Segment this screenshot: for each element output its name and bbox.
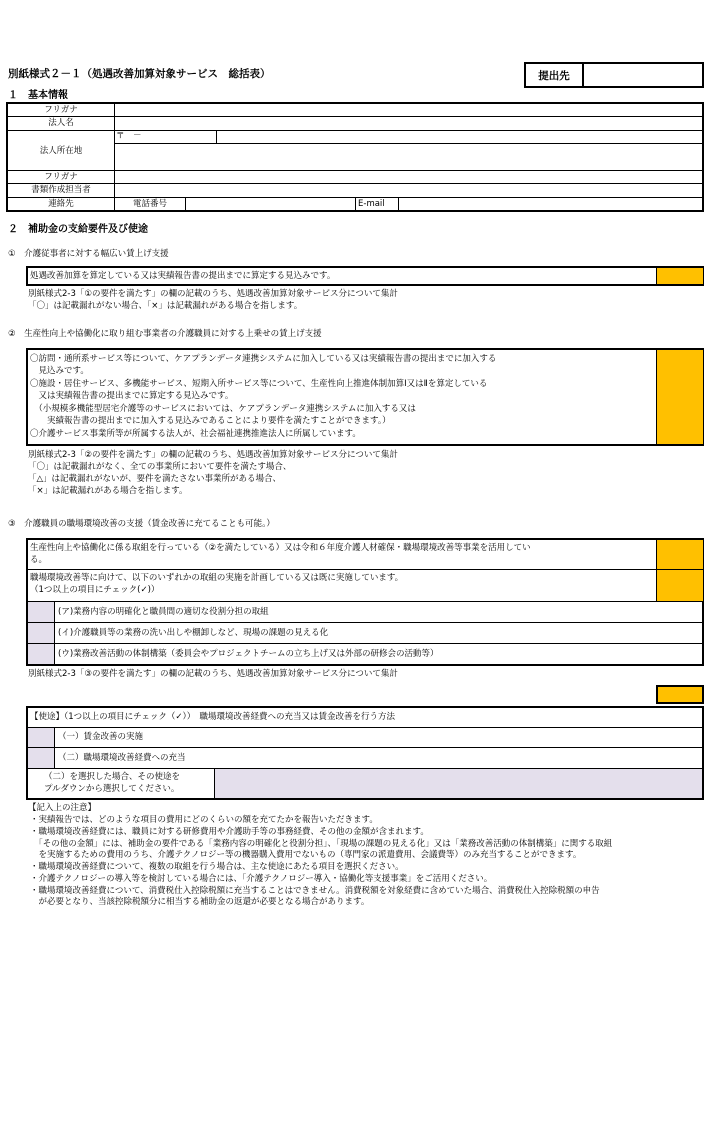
section1-title: １ 基本情報 bbox=[8, 90, 68, 101]
usage-item-2: （二）職場環境改善経費への充当 bbox=[58, 753, 186, 763]
note-line-5: ・職場環境改善経費について、複数の取組を行う場合は、主な使途にあたる項目を選択ください。 bbox=[30, 862, 404, 872]
corp-name-input[interactable] bbox=[115, 117, 701, 130]
q3-result-cell-1[interactable] bbox=[656, 540, 703, 569]
q3-item-c: (ウ)業務改善活動の体制構築（委員会やプロジェクトチームの立ち上げ又は外部の研修会の活動等） bbox=[58, 649, 439, 659]
email-label: E-mail bbox=[358, 199, 385, 209]
q3-box1-line-2: る。 bbox=[30, 555, 48, 565]
q3-box2-line-1: 職場環境改善等に向けて、以下のいずれかの取組の実施を計画している又は既に実施しています。 bbox=[30, 573, 404, 583]
q3-check-a[interactable] bbox=[29, 603, 53, 621]
note-line-3: 「その他の金額」には、補助金の要件である「業務内容の明確化と役割分担」、「現場の課題の見える化」又は「業務改善活動の体制構築」に関する取組 bbox=[30, 839, 613, 849]
note-line-4: を実施するための費用のうち、介護テクノロジー等の機器購入費用でないもの（専門家の派遣費用、会議費等）のみ充当することができます。 bbox=[30, 850, 582, 860]
q3-item-b: (イ)介護職員等の業務の洗い出しや棚卸しなど、現場の課題の見える化 bbox=[58, 628, 329, 638]
phone-label: 電話番号 bbox=[133, 199, 168, 209]
q2-line-5: （小規模多機能型居宅介護等のサービスにおいては、ケアプランデータ連携システムに加入する又は bbox=[30, 404, 416, 414]
q2-note-4: 「×」は記載漏れがある場合を指します。 bbox=[28, 486, 188, 496]
q3-result-cell-2[interactable] bbox=[656, 570, 703, 601]
usage-check-2[interactable] bbox=[29, 749, 53, 767]
furigana2-input[interactable] bbox=[115, 171, 701, 183]
submit-to-label: 提出先 bbox=[538, 70, 570, 82]
q3-box bbox=[26, 538, 704, 666]
q3-box1-line-1: 生産性向上や協働化に係る取組を行っている（②を満たしている）又は令和６年度介護人材確保・職場環境改善等事業を活用してい bbox=[30, 543, 531, 553]
q2-note-3: 「△」は記載漏れがないが、要件を満たさない事業所がある場合、 bbox=[28, 474, 282, 484]
note-line-8: が必要となり、当該控除税額分に相当する補助金の返還が必要となる場合があります。 bbox=[30, 897, 370, 907]
q2-box bbox=[26, 348, 704, 446]
q1-note-2: 「〇」は記載漏れがない場合、「×」は記載漏れがある場合を指します。 bbox=[28, 301, 303, 311]
furigana-label: フリガナ bbox=[44, 105, 78, 115]
notes-title: 【記入上の注意】 bbox=[28, 803, 97, 813]
submit-to-input[interactable] bbox=[584, 64, 702, 86]
note-line-1: ・実績報告では、どのような項目の費用にどのくらいの額を充てたかを報告いただきます。 bbox=[30, 815, 378, 825]
form-title: 別紙様式２－１（処遇改善加算対象サービス 総括表） bbox=[8, 68, 271, 80]
corp-name-label: 法人名 bbox=[48, 118, 74, 128]
author-input[interactable] bbox=[115, 184, 701, 197]
q1-result-cell[interactable] bbox=[656, 268, 703, 284]
usage-select-label-2: プルダウンから選択してください。 bbox=[44, 784, 180, 794]
q3-heading: ③ 介護職員の職場環境改善の支援（賃金改善に充てることも可能。） bbox=[8, 519, 275, 529]
note-line-6: ・介護テクノロジーの導入等を検討している場合には、「介護テクノロジー導入・協働化等支援事業」をご活用ください。 bbox=[30, 874, 493, 884]
q3-check-c[interactable] bbox=[29, 645, 53, 663]
usage-item-1: （一）賃金改善の実施 bbox=[58, 732, 144, 742]
q2-line-3: 〇施設・居住サービス、多機能サービス、短期入所サービス等について、生産性向上推進体制加算Ⅰ又はⅡを算定している bbox=[30, 379, 488, 389]
submit-to-box bbox=[524, 62, 704, 88]
email-input[interactable] bbox=[399, 198, 701, 210]
q2-line-4: 又は実績報告書の提出までに算定する見込みです。 bbox=[30, 391, 234, 401]
address-input[interactable] bbox=[115, 144, 701, 170]
q2-line-2: 見込みです。 bbox=[30, 366, 89, 376]
postal-code-field[interactable]: 〒 － bbox=[116, 131, 142, 141]
furigana-input[interactable] bbox=[115, 104, 701, 116]
q1-box bbox=[26, 266, 704, 286]
phone-input[interactable] bbox=[186, 198, 354, 210]
usage-check-1[interactable] bbox=[29, 729, 53, 746]
usage-dropdown[interactable] bbox=[215, 769, 702, 798]
author-label: 書類作成担当者 bbox=[31, 185, 91, 195]
q3-item-a: (ア)業務内容の明確化と職員間の適切な役割分担の取組 bbox=[58, 607, 269, 617]
q1-heading: ① 介護従事者に対する幅広い賃上げ支援 bbox=[8, 249, 169, 259]
address-label: 法人所在地 bbox=[39, 146, 83, 156]
usage-box bbox=[26, 706, 704, 800]
q2-line-7: 〇介護サービス事業所等が所属する法人が、社会福祉連携推進法人に所属しています。 bbox=[30, 429, 361, 439]
q2-result-cell[interactable] bbox=[656, 350, 703, 444]
q3-check-b[interactable] bbox=[29, 624, 53, 642]
q2-note-2: 「〇」は記載漏れがなく、全ての事業所において要件を満たす場合、 bbox=[28, 462, 292, 472]
usage-select-label-1: （二）を選択した場合、その使途を bbox=[44, 772, 181, 782]
q1-note-1: 別紙様式2-3「①の要件を満たす」の欄の記載のうち、処遇改善加算対象サービス分について集計 bbox=[28, 289, 398, 299]
q1-text: 処遇改善加算を算定している又は実績報告書の提出までに算定する見込みです。 bbox=[30, 271, 336, 281]
contact-label: 連絡先 bbox=[48, 199, 74, 209]
q3-note: 別紙様式2-3「③の要件を満たす」の欄の記載のうち、処遇改善加算対象サービス分について集計 bbox=[28, 669, 398, 679]
q2-line-6: 実績報告書の提出までに加入する見込みであることにより要件を満たすことができます。） bbox=[30, 416, 391, 426]
q2-note-1: 別紙様式2-3「②の要件を満たす」の欄の記載のうち、処遇改善加算対象サービス分について集計 bbox=[28, 450, 398, 460]
basic-info-table bbox=[6, 102, 704, 212]
q2-heading: ② 生産性向上や協働化に取り組む事業者の介護職員に対する上乗せの賃上げ支援 bbox=[8, 329, 322, 339]
usage-title: 【使途】（1つ以上の項目にチェック（✓）） 職場環境改善経費への充当又は賃金改善を行う方法 bbox=[30, 712, 396, 722]
note-line-2: ・職場環境改善経費には、職員に対する研修費用や介護助手等の事務経費、その他の金額が含まれます。 bbox=[30, 827, 429, 837]
q3-result-cell-3[interactable] bbox=[656, 685, 704, 704]
q3-box2-line-2: （1つ以上の項目にチェック(✓)） bbox=[30, 585, 160, 595]
section2-title: ２ 補助金の支給要件及び使途 bbox=[8, 224, 148, 235]
furigana2-label: フリガナ bbox=[44, 172, 78, 182]
note-line-7: ・職場環境改善経費について、消費税仕入控除税額に充当することはできません。消費税額を対象経費に含めていた場合、消費税仕入控除税額の申告 bbox=[30, 886, 600, 896]
q2-line-1: 〇訪問・通所系サービス等について、ケアプランデータ連携システムに加入している又は実績報告書の提出までに加入する bbox=[30, 354, 497, 364]
